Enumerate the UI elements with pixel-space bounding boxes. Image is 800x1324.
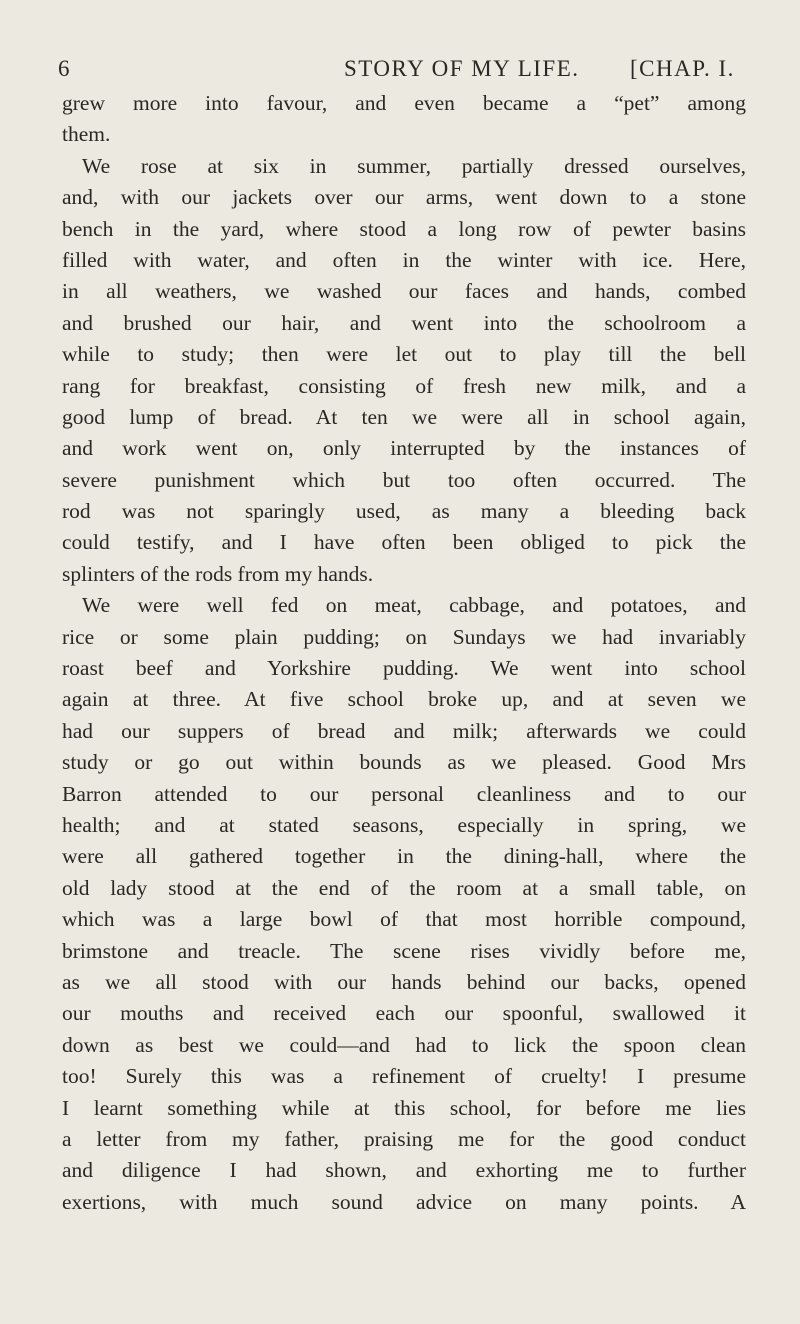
- text-line: a letter from my father, praising me for the good conduct: [62, 1126, 746, 1151]
- text-line: rang for breakfast, consisting of fresh new milk, and a: [62, 373, 746, 398]
- text-line: our mouths and received each our spoonful, swallowed it: [62, 1001, 746, 1026]
- text-line: while to study; then were let out to play till the bell: [62, 342, 746, 367]
- text-line: which was a large bowl of that most horrible compound,: [62, 907, 746, 932]
- text-line: were all gathered together in the dining-hall, where the: [62, 844, 746, 869]
- text-line: study or go out within bounds as we pleased. Good Mrs: [62, 750, 746, 775]
- text-line: and work went on, only interrupted by the instances of: [62, 436, 746, 461]
- text-line: in all weathers, we washed our faces and hands, combed: [62, 279, 746, 304]
- text-line: filled with water, and often in the winter with ice. Here,: [62, 247, 746, 272]
- text-line: I learnt something while at this school, for before me lies: [62, 1095, 746, 1120]
- text-line: them.: [62, 122, 111, 147]
- chapter-marker: [CHAP. I.: [630, 56, 735, 81]
- text-line: Barron attended to our personal cleanliness and to our: [62, 781, 746, 806]
- text-line: roast beef and Yorkshire pudding. We went into school: [62, 656, 746, 681]
- text-line: and diligence I had shown, and exhorting me to further: [62, 1158, 746, 1183]
- text-line: as we all stood with our hands behind our backs, opened: [62, 969, 746, 994]
- text-line: rod was not sparingly used, as many a bleeding back: [62, 499, 746, 524]
- text-line: again at three. At five school broke up, and at seven we: [62, 687, 746, 712]
- text-line: had our suppers of bread and milk; afterwards we could: [62, 718, 746, 743]
- text-line: and, with our jackets over our arms, went down to a stone: [62, 185, 746, 210]
- text-line: severe punishment which but too often occurred. The: [62, 467, 746, 492]
- text-line: We were well fed on meat, cabbage, and potatoes, and: [82, 593, 746, 618]
- body-text: [62, 88, 746, 1218]
- text-line: brimstone and treacle. The scene rises vividly before me,: [62, 938, 746, 963]
- text-line: grew more into favour, and even became a “pet” among: [62, 91, 746, 115]
- text-line: rice or some plain pudding; on Sundays we had invariably: [62, 624, 746, 649]
- running-title: STORY OF MY LIFE.: [344, 56, 580, 81]
- text-line: and brushed our hair, and went into the schoolroom a: [62, 310, 746, 335]
- text-line: down as best we could—and had to lick the spoon clean: [62, 1032, 746, 1057]
- text-line: could testify, and I have often been obliged to pick the: [62, 530, 746, 555]
- text-line: bench in the yard, where stood a long row of pewter basins: [62, 216, 746, 241]
- page-number: 6: [58, 56, 71, 81]
- text-line: old lady stood at the end of the room at a small table, on: [62, 875, 746, 900]
- text-line: We rose at six in summer, partially dressed ourselves,: [82, 153, 746, 178]
- text-line: health; and at stated seasons, especially in spring, we: [62, 812, 746, 837]
- text-line: good lump of bread. At ten we were all in school again,: [62, 404, 746, 429]
- text-line: splinters of the rods from my hands.: [62, 561, 374, 586]
- text-line: too! Surely this was a refinement of cruelty! I presume: [62, 1064, 746, 1089]
- page-header: [58, 56, 748, 88]
- text-line: exertions, with much sound advice on many points. A: [62, 1189, 746, 1214]
